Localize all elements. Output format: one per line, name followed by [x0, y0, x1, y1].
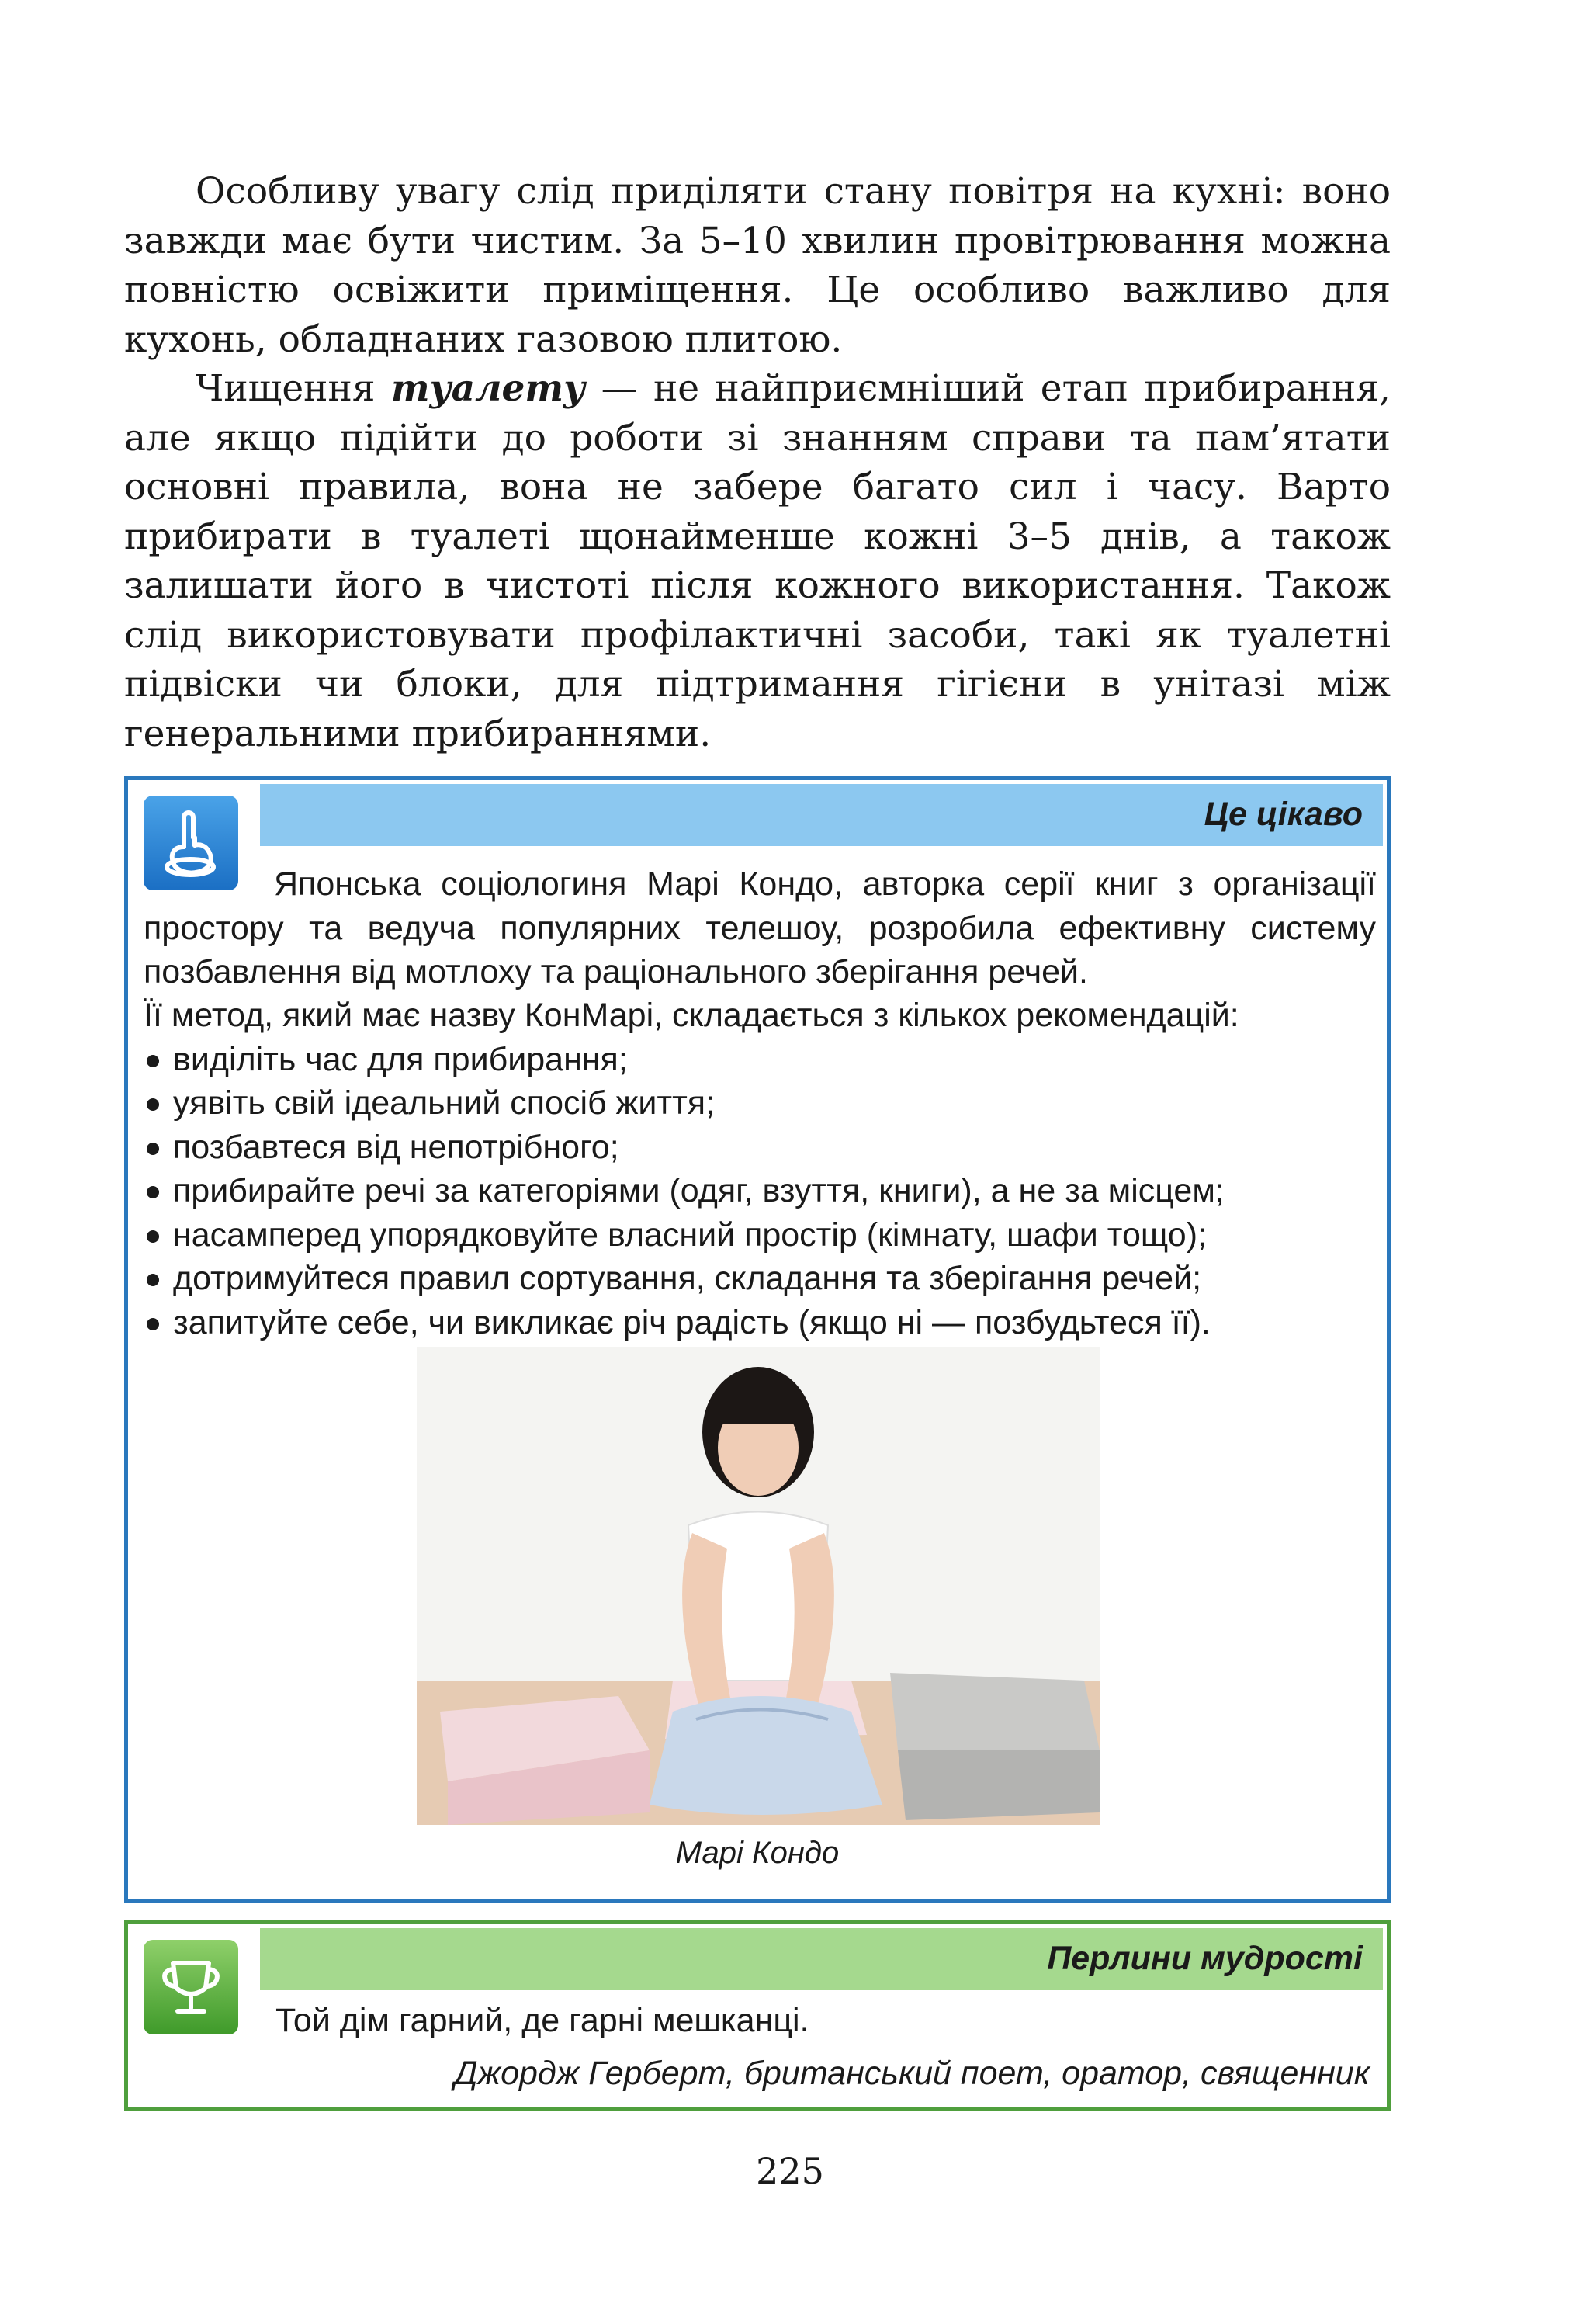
page-number: 225	[756, 2150, 824, 2192]
list-item: дотримуйтеся правил сортування, складання та зберігання речей;	[144, 1257, 1376, 1301]
paragraph-toilet-cleaning	[124, 364, 1391, 758]
paragraph-rest: — не найприємніший етап прибирання, але якщо підійти до роботи зі знанням справи та пам’ятати основні правила, вона не забере багато сил і часу. Варто прибирати в туалеті щонайменше кожні 3–5 днів, а також залишати його в чистоті після кожного використання. Також слід використовувати профілактичні засоби, такі як туалетні підвіски чи блоки, для підтримання гігієни в унітазі між генеральними прибираннями.	[124, 367, 1391, 755]
paragraph-start: Чищення	[196, 367, 376, 410]
intro-text: Японська соціологиня Марі Кондо, авторка серії книг з організації простору та ведуча популярних телешоу, розробила ефективну систему позбавлення від мотлоху та раціонального зберігання речей.	[144, 865, 1376, 990]
list-item: насамперед упорядковуйте власний простір (кімнату, шафи тощо);	[144, 1213, 1376, 1257]
interest-intro	[144, 862, 1376, 994]
list-item: прибирайте речі за категоріями (одяг, взуття, книги), а не за місцем;	[144, 1169, 1376, 1213]
emphasis-term: туалету	[390, 367, 586, 410]
quote-text: Той дім гарний, де гарні мешканці.	[275, 2002, 809, 2039]
method-lead: Її метод, який має назву КонМарі, складається з кількох рекомендацій:	[144, 997, 1239, 1034]
box-title: Перлини мудрості	[1047, 1940, 1363, 1977]
list-item: виділіть час для прибирання;	[144, 1038, 1376, 1082]
list-item: уявіть свій ідеальний спосіб життя;	[144, 1081, 1376, 1126]
recommendation-list	[144, 1038, 1376, 1345]
wisdom-quote-box	[124, 1920, 1391, 2111]
trophy-cup-icon	[144, 1940, 238, 2034]
box-header	[260, 1928, 1383, 1990]
marie-kondo-photo	[417, 1347, 1100, 1825]
paragraph-text	[124, 364, 1391, 758]
box-header	[260, 784, 1383, 846]
interesting-fact-box	[124, 776, 1391, 1903]
konmari-method	[144, 994, 1376, 1344]
list-item: позбавтеся від непотрібного;	[144, 1126, 1376, 1170]
paragraph-text: Особливу увагу слід приділяти стану повітря на кухні: воно завжди має бути чистим. За 5–10 хвилин провітрювання можна повністю освіжити приміщення. Це особливо важливо для кухонь, обладнаних газовою плитою.	[124, 170, 1391, 361]
quote-author: Джордж Герберт, британський поет, оратор, священник	[454, 2055, 1370, 2092]
photo-caption: Марі Кондо	[675, 1836, 840, 1870]
box-title: Це цікаво	[1204, 796, 1363, 833]
paragraph-kitchen-air	[124, 167, 1391, 364]
list-item: запитуйте себе, чи викликає річ радість (якщо ні — позбудьтеся її).	[144, 1301, 1376, 1345]
